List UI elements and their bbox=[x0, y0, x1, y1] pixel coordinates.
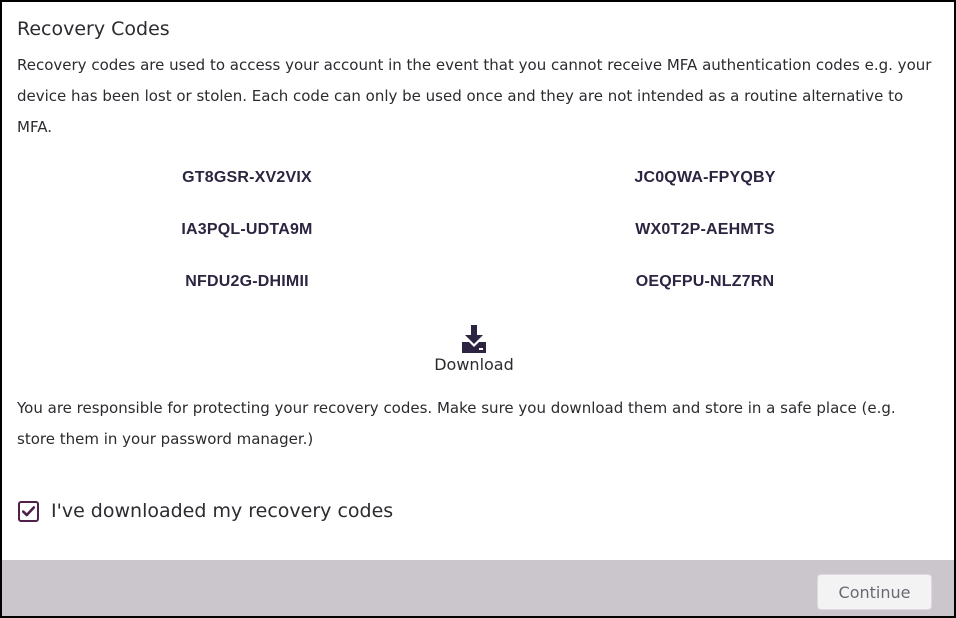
dialog-footer bbox=[2, 560, 954, 618]
recovery-code: JC0QWA-FPYQBY bbox=[634, 169, 776, 186]
recovery-code: IA3PQL-UDTA9M bbox=[181, 221, 313, 238]
responsibility-note: You are responsible for protecting your recovery codes. Make sure you download them and store in a safe place (e.g. store them in your password manager.) bbox=[17, 399, 896, 448]
recovery-code: OEQFPU-NLZ7RN bbox=[635, 273, 775, 290]
downloaded-checkbox[interactable] bbox=[18, 501, 39, 522]
continue-button[interactable]: Continue bbox=[817, 574, 932, 610]
downloaded-confirmation[interactable] bbox=[18, 500, 393, 522]
download-button[interactable] bbox=[414, 324, 534, 374]
recovery-code: WX0T2P-AEHMTS bbox=[635, 221, 775, 238]
recovery-code: GT8GSR-XV2VIX bbox=[182, 169, 312, 186]
recovery-code: NFDU2G-DHIMII bbox=[185, 273, 309, 290]
checkmark-icon bbox=[22, 506, 35, 517]
download-icon bbox=[459, 324, 489, 354]
dialog-description: Recovery codes are used to access your account in the event that you cannot receive MFA authentication codes e.g. your device has been lost or stolen. Each code can only be used once and they are not intended as a routine alternative to MFA. bbox=[17, 56, 932, 136]
downloaded-checkbox-label: I've downloaded my recovery codes bbox=[51, 500, 394, 522]
download-label: Download bbox=[434, 355, 514, 374]
dialog-title: Recovery Codes bbox=[17, 18, 170, 40]
